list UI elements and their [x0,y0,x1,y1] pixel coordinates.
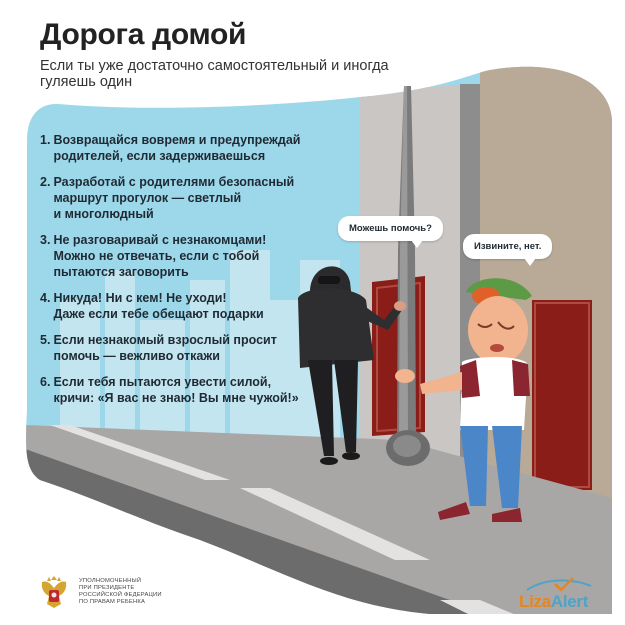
tip-text: Никуда! Ни с кем! Не уходи! Даже если тебе обещают подарки [53,291,264,321]
door-right [532,300,592,490]
tip-item [40,332,330,364]
tip-number: 5. [40,333,51,347]
lizalert-word-alert: Alert [550,592,589,611]
lizalert-wordmark [519,592,588,612]
tip-number: 6. [40,375,51,389]
lizalert-logo [519,576,599,618]
tip-item [40,174,330,222]
tip-number: 3. [40,233,51,247]
tip-item [40,232,330,280]
tip-item [40,132,330,164]
page-subtitle: Если ты уже достаточно самостоятельный и иногда гуляешь один [40,58,389,90]
page-title: Дорога домой [40,18,247,51]
tip-text: Если тебя пытаются увести силой, кричи: «Я вас не знаю! Вы мне чужой!» [53,375,299,405]
tip-text: Возвращайся вовремя и предупреждай родителей, если задерживаешься [53,133,301,163]
tip-text: Разработай с родителями безопасный маршрут прогулок — светлый и многолюдный [53,175,295,221]
tip-item [40,374,330,406]
safety-tips-list [40,132,330,416]
tip-text: Не разговаривай с незнакомцами! Можно не отвечать, если с тобой пытаются заговорить [53,233,267,279]
ombudsman-logo [37,572,199,612]
ombudsman-caption: УПОЛНОМОЧЕННЫЙ ПРИ ПРЕЗИДЕНТЕ РОССИЙСКОЙ ФЕДЕРАЦИИ ПО ПРАВАМ РЕБЕНКА [79,578,162,605]
lizalert-word-liza: Liza [519,592,551,611]
tip-text: Если незнакомый взрослый просит помочь — вежливо откажи [53,333,277,363]
child-speech-bubble: Извините, нет. [463,234,552,259]
tip-number: 4. [40,291,51,305]
stranger-speech-bubble: Можешь помочь? [338,216,443,241]
tip-number: 2. [40,175,51,189]
russian-coat-of-arms-icon [37,572,71,612]
tip-item [40,290,330,322]
tip-number: 1. [40,133,51,147]
